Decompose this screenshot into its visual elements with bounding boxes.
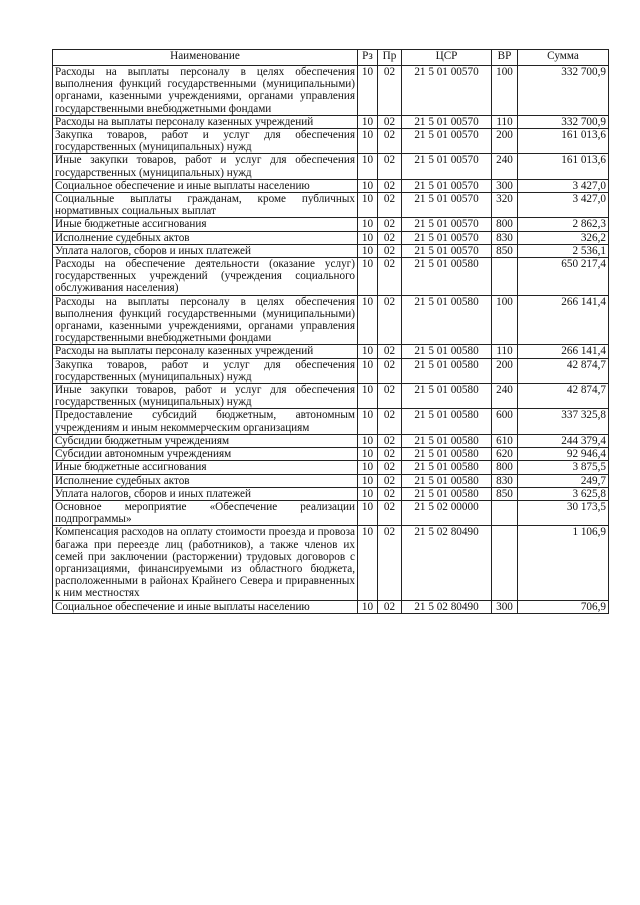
row-vr: 200 bbox=[492, 358, 518, 383]
row-sum: 3 625,8 bbox=[518, 487, 609, 500]
row-csr: 21 5 01 00570 bbox=[402, 193, 492, 218]
row-rz: 10 bbox=[358, 500, 378, 525]
row-pr: 02 bbox=[378, 66, 402, 116]
row-name: Исполнение судебных актов bbox=[53, 231, 358, 244]
row-rz: 10 bbox=[358, 434, 378, 447]
row-name: Расходы на обеспечение деятельности (оказание услуг) государственных учреждений (учреждения социального обслуживания населения) bbox=[53, 258, 358, 296]
row-rz: 10 bbox=[358, 179, 378, 192]
row-csr: 21 5 02 00000 bbox=[402, 500, 492, 525]
row-vr: 100 bbox=[492, 66, 518, 116]
header-rz: Рз bbox=[358, 50, 378, 66]
table-row bbox=[53, 345, 609, 358]
row-pr: 02 bbox=[378, 461, 402, 474]
row-pr: 02 bbox=[378, 154, 402, 179]
row-sum: 332 700,9 bbox=[518, 66, 609, 116]
row-csr: 21 5 01 00580 bbox=[402, 448, 492, 461]
table-row bbox=[53, 193, 609, 218]
row-rz: 10 bbox=[358, 154, 378, 179]
row-vr: 600 bbox=[492, 409, 518, 434]
row-csr: 21 5 01 00570 bbox=[402, 218, 492, 231]
table-row bbox=[53, 129, 609, 154]
row-rz: 10 bbox=[358, 231, 378, 244]
row-rz: 10 bbox=[358, 358, 378, 383]
row-vr: 850 bbox=[492, 244, 518, 257]
row-pr: 02 bbox=[378, 526, 402, 600]
row-name: Расходы на выплаты персоналу в целях обеспечения выполнения функций государственными (муниципальными) органами, казенными учреждениями, органами управления государственными внебюджетными фондами bbox=[53, 66, 358, 116]
row-vr: 320 bbox=[492, 193, 518, 218]
row-vr: 800 bbox=[492, 461, 518, 474]
row-vr: 300 bbox=[492, 179, 518, 192]
row-name: Социальное обеспечение и иные выплаты населению bbox=[53, 179, 358, 192]
row-sum: 249,7 bbox=[518, 474, 609, 487]
row-csr: 21 5 01 00580 bbox=[402, 295, 492, 345]
row-vr: 850 bbox=[492, 487, 518, 500]
row-pr: 02 bbox=[378, 474, 402, 487]
row-name: Иные бюджетные ассигнования bbox=[53, 218, 358, 231]
row-sum: 706,9 bbox=[518, 600, 609, 613]
row-sum: 3 427,0 bbox=[518, 179, 609, 192]
row-name: Уплата налогов, сборов и иных платежей bbox=[53, 487, 358, 500]
row-rz: 10 bbox=[358, 295, 378, 345]
row-pr: 02 bbox=[378, 179, 402, 192]
row-name: Уплата налогов, сборов и иных платежей bbox=[53, 244, 358, 257]
row-pr: 02 bbox=[378, 244, 402, 257]
row-pr: 02 bbox=[378, 218, 402, 231]
table-row bbox=[53, 66, 609, 116]
row-pr: 02 bbox=[378, 129, 402, 154]
header-pr: Пр bbox=[378, 50, 402, 66]
row-vr bbox=[492, 526, 518, 600]
table-row bbox=[53, 448, 609, 461]
table-row bbox=[53, 409, 609, 434]
row-rz: 10 bbox=[358, 193, 378, 218]
table-row bbox=[53, 526, 609, 600]
budget-table bbox=[52, 49, 609, 614]
row-pr: 02 bbox=[378, 434, 402, 447]
row-name: Исполнение судебных актов bbox=[53, 474, 358, 487]
row-rz: 10 bbox=[358, 384, 378, 409]
row-rz: 10 bbox=[358, 600, 378, 613]
row-name: Иные закупки товаров, работ и услуг для обеспечения государственных (муниципальных) нужд bbox=[53, 154, 358, 179]
row-sum: 3 875,5 bbox=[518, 461, 609, 474]
table-row bbox=[53, 461, 609, 474]
row-rz: 10 bbox=[358, 115, 378, 128]
row-sum: 650 217,4 bbox=[518, 258, 609, 296]
row-rz: 10 bbox=[358, 129, 378, 154]
table-row bbox=[53, 295, 609, 345]
header-sum: Сумма bbox=[518, 50, 609, 66]
table-row bbox=[53, 384, 609, 409]
table-row bbox=[53, 500, 609, 525]
row-sum: 337 325,8 bbox=[518, 409, 609, 434]
row-vr: 240 bbox=[492, 154, 518, 179]
table-row bbox=[53, 258, 609, 296]
row-pr: 02 bbox=[378, 345, 402, 358]
row-csr: 21 5 01 00580 bbox=[402, 434, 492, 447]
row-vr bbox=[492, 500, 518, 525]
row-pr: 02 bbox=[378, 358, 402, 383]
row-name: Субсидии бюджетным учреждениям bbox=[53, 434, 358, 447]
row-sum: 1 106,9 bbox=[518, 526, 609, 600]
row-pr: 02 bbox=[378, 193, 402, 218]
row-rz: 10 bbox=[358, 218, 378, 231]
row-rz: 10 bbox=[358, 474, 378, 487]
row-rz: 10 bbox=[358, 258, 378, 296]
row-vr: 240 bbox=[492, 384, 518, 409]
row-sum: 326,2 bbox=[518, 231, 609, 244]
row-sum: 42 874,7 bbox=[518, 384, 609, 409]
table-row bbox=[53, 218, 609, 231]
header-row bbox=[53, 50, 609, 66]
row-csr: 21 5 01 00580 bbox=[402, 461, 492, 474]
row-name: Расходы на выплаты персоналу казенных учреждений bbox=[53, 115, 358, 128]
row-vr: 830 bbox=[492, 474, 518, 487]
table-row bbox=[53, 487, 609, 500]
row-name: Закупка товаров, работ и услуг для обеспечения государственных (муниципальных) нужд bbox=[53, 129, 358, 154]
row-csr: 21 5 01 00580 bbox=[402, 384, 492, 409]
row-csr: 21 5 01 00570 bbox=[402, 66, 492, 116]
row-pr: 02 bbox=[378, 487, 402, 500]
table-row bbox=[53, 154, 609, 179]
row-vr: 200 bbox=[492, 129, 518, 154]
row-vr: 830 bbox=[492, 231, 518, 244]
row-pr: 02 bbox=[378, 295, 402, 345]
row-csr: 21 5 01 00570 bbox=[402, 231, 492, 244]
row-vr: 800 bbox=[492, 218, 518, 231]
row-csr: 21 5 01 00570 bbox=[402, 244, 492, 257]
header-name: Наименование bbox=[53, 50, 358, 66]
row-name: Расходы на выплаты персоналу в целях обеспечения выполнения функций государственными (муниципальными) органами, казенными учреждениями, органами управления государственными внебюджетными фондами bbox=[53, 295, 358, 345]
row-sum: 332 700,9 bbox=[518, 115, 609, 128]
row-pr: 02 bbox=[378, 384, 402, 409]
row-rz: 10 bbox=[358, 461, 378, 474]
row-name: Предоставление субсидий бюджетным, автономным учреждениям и иным некоммерческим организациям bbox=[53, 409, 358, 434]
table-row bbox=[53, 358, 609, 383]
row-name: Основное мероприятие «Обеспечение реализации подпрограммы» bbox=[53, 500, 358, 525]
row-rz: 10 bbox=[358, 526, 378, 600]
row-sum: 161 013,6 bbox=[518, 154, 609, 179]
row-csr: 21 5 01 00580 bbox=[402, 487, 492, 500]
row-pr: 02 bbox=[378, 448, 402, 461]
row-vr: 300 bbox=[492, 600, 518, 613]
row-vr bbox=[492, 258, 518, 296]
row-csr: 21 5 01 00580 bbox=[402, 358, 492, 383]
header-csr: ЦСР bbox=[402, 50, 492, 66]
row-name: Социальные выплаты гражданам, кроме публичных нормативных социальных выплат bbox=[53, 193, 358, 218]
table-row bbox=[53, 231, 609, 244]
row-sum: 244 379,4 bbox=[518, 434, 609, 447]
row-csr: 21 5 02 80490 bbox=[402, 600, 492, 613]
table-row bbox=[53, 115, 609, 128]
row-pr: 02 bbox=[378, 258, 402, 296]
row-name: Иные закупки товаров, работ и услуг для обеспечения государственных (муниципальных) нужд bbox=[53, 384, 358, 409]
row-sum: 2 536,1 bbox=[518, 244, 609, 257]
row-vr: 620 bbox=[492, 448, 518, 461]
table-row bbox=[53, 244, 609, 257]
row-pr: 02 bbox=[378, 115, 402, 128]
row-rz: 10 bbox=[358, 409, 378, 434]
row-csr: 21 5 01 00570 bbox=[402, 115, 492, 128]
row-pr: 02 bbox=[378, 231, 402, 244]
row-sum: 42 874,7 bbox=[518, 358, 609, 383]
row-vr: 610 bbox=[492, 434, 518, 447]
row-rz: 10 bbox=[358, 448, 378, 461]
table-row bbox=[53, 179, 609, 192]
row-sum: 3 427,0 bbox=[518, 193, 609, 218]
row-vr: 110 bbox=[492, 115, 518, 128]
header-vr: ВР bbox=[492, 50, 518, 66]
row-csr: 21 5 01 00580 bbox=[402, 258, 492, 296]
row-csr: 21 5 01 00570 bbox=[402, 129, 492, 154]
row-vr: 100 bbox=[492, 295, 518, 345]
row-name: Закупка товаров, работ и услуг для обеспечения государственных (муниципальных) нужд bbox=[53, 358, 358, 383]
row-name: Субсидии автономным учреждениям bbox=[53, 448, 358, 461]
row-csr: 21 5 02 80490 bbox=[402, 526, 492, 600]
table-row bbox=[53, 600, 609, 613]
row-sum: 266 141,4 bbox=[518, 345, 609, 358]
row-pr: 02 bbox=[378, 600, 402, 613]
row-csr: 21 5 01 00580 bbox=[402, 409, 492, 434]
row-rz: 10 bbox=[358, 487, 378, 500]
row-sum: 92 946,4 bbox=[518, 448, 609, 461]
row-csr: 21 5 01 00580 bbox=[402, 345, 492, 358]
row-sum: 266 141,4 bbox=[518, 295, 609, 345]
row-csr: 21 5 01 00570 bbox=[402, 179, 492, 192]
row-name: Расходы на выплаты персоналу казенных учреждений bbox=[53, 345, 358, 358]
row-vr: 110 bbox=[492, 345, 518, 358]
row-csr: 21 5 01 00570 bbox=[402, 154, 492, 179]
row-rz: 10 bbox=[358, 244, 378, 257]
table-row bbox=[53, 474, 609, 487]
row-name: Иные бюджетные ассигнования bbox=[53, 461, 358, 474]
row-sum: 2 862,3 bbox=[518, 218, 609, 231]
row-csr: 21 5 01 00580 bbox=[402, 474, 492, 487]
row-rz: 10 bbox=[358, 66, 378, 116]
row-sum: 161 013,6 bbox=[518, 129, 609, 154]
table-row bbox=[53, 434, 609, 447]
row-name: Социальное обеспечение и иные выплаты населению bbox=[53, 600, 358, 613]
row-name: Компенсация расходов на оплату стоимости проезда и провоза багажа при переезде лиц (работников), а также членов их семей при заключении (расторжении) трудовых договоров с организациями, финансируемыми из областного бюджета, расположенными в районах Крайнего Севера и приравненных к ним местностях bbox=[53, 526, 358, 600]
row-pr: 02 bbox=[378, 500, 402, 525]
row-pr: 02 bbox=[378, 409, 402, 434]
row-rz: 10 bbox=[358, 345, 378, 358]
row-sum: 30 173,5 bbox=[518, 500, 609, 525]
